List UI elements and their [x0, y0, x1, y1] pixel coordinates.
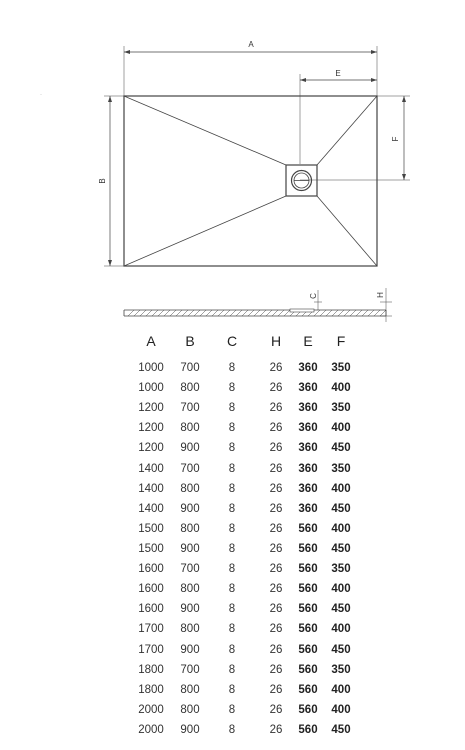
table-cell-a: 1700 — [138, 623, 164, 635]
table-cell-f: 350 — [331, 402, 351, 414]
table-cell-a: 1400 — [138, 463, 164, 475]
table-cell-e: 560 — [298, 523, 318, 535]
table-cell-a: 1000 — [138, 382, 164, 394]
table-cell-h: 26 — [269, 724, 283, 736]
table-cell-b: 700 — [180, 402, 200, 414]
table-cell-h: 26 — [269, 664, 283, 676]
table-cell-c: 8 — [228, 402, 236, 414]
column-header-a: A — [146, 333, 156, 349]
table-cell-h: 26 — [269, 704, 283, 716]
table-cell-e: 560 — [298, 644, 318, 656]
table-cell-c: 8 — [228, 463, 236, 475]
table-cell-h: 26 — [269, 483, 283, 495]
table-cell-c: 8 — [228, 543, 236, 555]
label-e: E — [335, 69, 341, 78]
table-cell-a: 1800 — [138, 664, 164, 676]
table-cell-c: 8 — [228, 644, 236, 656]
table-cell-f: 350 — [331, 664, 351, 676]
table-cell-h: 26 — [269, 382, 283, 394]
table-cell-f: 400 — [331, 422, 351, 434]
table-cell-a: 1400 — [138, 503, 164, 515]
table-cell-h: 26 — [269, 523, 283, 535]
table-cell-f: 450 — [331, 603, 351, 615]
table-cell-f: 400 — [331, 382, 351, 394]
table-cell-c: 8 — [228, 603, 236, 615]
table-cell-b: 700 — [180, 664, 200, 676]
table-cell-a: 1500 — [138, 543, 164, 555]
table-cell-c: 8 — [228, 442, 236, 454]
label-c: C — [309, 293, 318, 299]
table-cell-a: 1700 — [138, 644, 164, 656]
table-cell-b: 900 — [180, 442, 200, 454]
table-cell-h: 26 — [269, 603, 283, 615]
table-cell-a: 2000 — [138, 704, 164, 716]
table-cell-h: 26 — [269, 543, 283, 555]
table-cell-e: 560 — [298, 603, 318, 615]
table-cell-h: 26 — [269, 563, 283, 575]
table-cell-e: 560 — [298, 724, 318, 736]
table-cell-c: 8 — [228, 583, 236, 595]
table-cell-b: 800 — [180, 422, 200, 434]
table-cell-c: 8 — [228, 623, 236, 635]
table-cell-c: 8 — [228, 704, 236, 716]
table-cell-h: 26 — [269, 362, 283, 374]
table-cell-b: 700 — [180, 362, 200, 374]
label-f: F — [391, 136, 400, 142]
table-cell-h: 26 — [269, 644, 283, 656]
table-cell-a: 2000 — [138, 724, 164, 736]
table-cell-b: 800 — [180, 704, 200, 716]
table-cell-a: 1600 — [138, 603, 164, 615]
table-cell-h: 26 — [269, 684, 283, 696]
table-cell-f: 450 — [331, 644, 351, 656]
table-cell-a: 1200 — [138, 442, 164, 454]
table-cell-f: 350 — [331, 563, 351, 575]
table-cell-f: 350 — [331, 362, 351, 374]
table-cell-h: 26 — [269, 583, 283, 595]
table-cell-b: 800 — [180, 483, 200, 495]
table-cell-e: 560 — [298, 563, 318, 575]
table-cell-c: 8 — [228, 724, 236, 736]
table-cell-e: 360 — [298, 483, 318, 495]
table-cell-h: 26 — [269, 402, 283, 414]
table-cell-a: 1500 — [138, 523, 164, 535]
table-cell-c: 8 — [228, 362, 236, 374]
table-cell-b: 800 — [180, 684, 200, 696]
table-cell-e: 360 — [298, 503, 318, 515]
column-header-f: F — [336, 333, 346, 349]
table-cell-f: 450 — [331, 503, 351, 515]
table-cell-b: 800 — [180, 382, 200, 394]
table-cell-f: 400 — [331, 704, 351, 716]
table-cell-h: 26 — [269, 442, 283, 454]
table-cell-a: 1600 — [138, 563, 164, 575]
table-cell-e: 560 — [298, 543, 318, 555]
table-cell-b: 900 — [180, 503, 200, 515]
label-b: B — [98, 178, 107, 184]
table-cell-b: 900 — [180, 543, 200, 555]
table-cell-a: 1200 — [138, 422, 164, 434]
table-cell-c: 8 — [228, 382, 236, 394]
table-cell-b: 900 — [180, 724, 200, 736]
table-cell-e: 560 — [298, 664, 318, 676]
table-cell-f: 400 — [331, 684, 351, 696]
table-cell-c: 8 — [228, 563, 236, 575]
label-a: A — [248, 40, 254, 49]
table-cell-e: 560 — [298, 583, 318, 595]
table-cell-e: 560 — [298, 704, 318, 716]
table-cell-f: 350 — [331, 463, 351, 475]
table-cell-c: 8 — [228, 422, 236, 434]
table-cell-a: 1800 — [138, 684, 164, 696]
table-cell-a: 1000 — [138, 362, 164, 374]
table-cell-c: 8 — [228, 664, 236, 676]
table-cell-c: 8 — [228, 503, 236, 515]
table-cell-f: 400 — [331, 483, 351, 495]
table-cell-e: 360 — [298, 422, 318, 434]
table-cell-c: 8 — [228, 523, 236, 535]
table-cell-e: 360 — [298, 362, 318, 374]
table-cell-f: 400 — [331, 623, 351, 635]
stray-mark: · — [40, 92, 42, 98]
table-cell-f: 400 — [331, 583, 351, 595]
table-cell-e: 360 — [298, 463, 318, 475]
table-cell-e: 560 — [298, 623, 318, 635]
table-cell-e: 360 — [298, 382, 318, 394]
table-cell-e: 360 — [298, 402, 318, 414]
table-cell-c: 8 — [228, 684, 236, 696]
table-cell-f: 450 — [331, 724, 351, 736]
table-cell-b: 900 — [180, 644, 200, 656]
table-cell-a: 1200 — [138, 402, 164, 414]
table-cell-h: 26 — [269, 503, 283, 515]
table-cell-b: 800 — [180, 523, 200, 535]
column-header-e: E — [303, 333, 313, 349]
column-header-c: C — [226, 333, 238, 349]
table-cell-h: 26 — [269, 463, 283, 475]
table-cell-b: 700 — [180, 563, 200, 575]
table-cell-c: 8 — [228, 483, 236, 495]
table-cell-e: 360 — [298, 442, 318, 454]
label-h: H — [376, 292, 385, 298]
table-cell-f: 450 — [331, 543, 351, 555]
table-cell-e: 560 — [298, 684, 318, 696]
table-cell-b: 800 — [180, 583, 200, 595]
table-cell-f: 450 — [331, 442, 351, 454]
table-cell-b: 700 — [180, 463, 200, 475]
table-cell-b: 800 — [180, 623, 200, 635]
table-cell-a: 1600 — [138, 583, 164, 595]
table-cell-h: 26 — [269, 623, 283, 635]
table-cell-a: 1400 — [138, 483, 164, 495]
column-header-b: B — [185, 333, 195, 349]
table-cell-h: 26 — [269, 422, 283, 434]
table-cell-f: 400 — [331, 523, 351, 535]
column-header-h: H — [270, 333, 282, 349]
table-cell-b: 900 — [180, 603, 200, 615]
